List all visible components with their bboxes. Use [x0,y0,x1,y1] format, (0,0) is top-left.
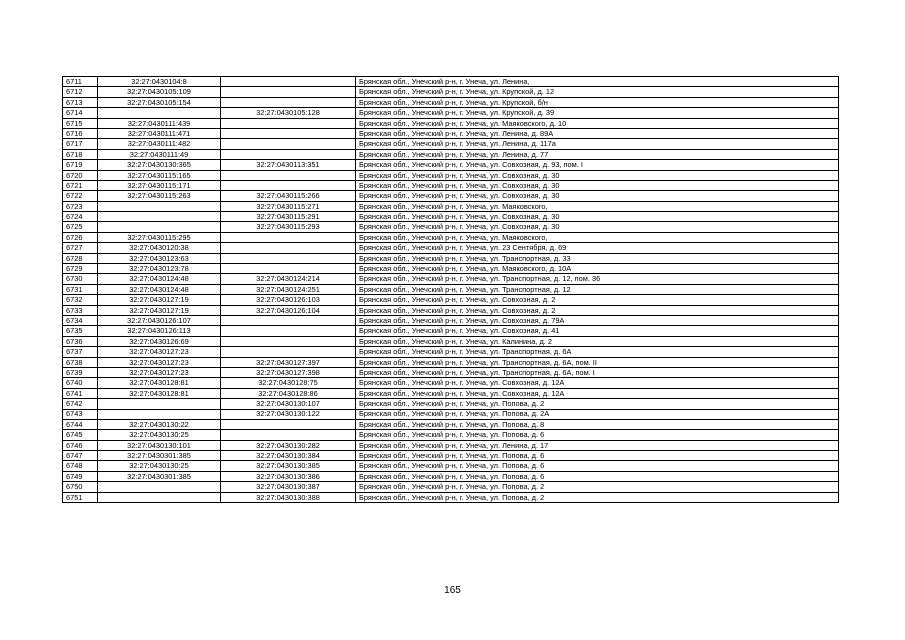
cadastral-number-cell: 32:27:0430111:482 [98,139,221,149]
secondary-cadastral-number-cell [221,149,356,159]
address-cell: Брянская обл., Унечский р-н, г. Унеча, ул. Транспортная, д. 6А, пом. I [356,367,839,377]
row-number-cell: 6717 [63,139,98,149]
table-row [63,451,839,461]
table-row [63,482,839,492]
address-cell: Брянская обл., Унечский р-н, г. Унеча, ул. Попова, д. 2 [356,482,839,492]
address-cell: Брянская обл., Унечский р-н, г. Унеча, ул. Совхозная, д. 93, пом. I [356,160,839,170]
secondary-cadastral-number-cell: 32:27:0430130:385 [221,461,356,471]
row-number-cell: 6749 [63,471,98,481]
row-number-cell: 6712 [63,87,98,97]
secondary-cadastral-number-cell [221,139,356,149]
table-row [63,347,839,357]
secondary-cadastral-number-cell: 32:27:0430130:387 [221,482,356,492]
address-cell: Брянская обл., Унечский р-н, г. Унеча, ул. Транспортная, д. 12 [356,284,839,294]
row-number-cell: 6731 [63,284,98,294]
secondary-cadastral-number-cell: 32:27:0430124:214 [221,274,356,284]
cadastral-number-cell: 32:27:0430111:439 [98,118,221,128]
table-row [63,149,839,159]
cadastral-number-cell: 32:27:0430120:38 [98,243,221,253]
address-cell: Брянская обл., Унечский р-н, г. Унеча, ул. Маяковского, [356,232,839,242]
secondary-cadastral-number-cell [221,419,356,429]
address-cell: Брянская обл., Унечский р-н, г. Унеча, ул. Маяковского, д. 10А [356,264,839,274]
cadastral-number-cell: 32:27:0430104:8 [98,77,221,87]
cadastral-number-cell: 32:27:0430128:81 [98,388,221,398]
row-number-cell: 6732 [63,295,98,305]
table-row [63,243,839,253]
cadastral-number-cell [98,482,221,492]
address-cell: Брянская обл., Унечский р-н, г. Унеча, ул. Попова, д. 8 [356,419,839,429]
table-row [63,399,839,409]
table-row [63,388,839,398]
page-number: 165 [444,585,461,596]
cadastral-number-cell [98,212,221,222]
table-row [63,180,839,190]
row-number-cell: 6711 [63,77,98,87]
address-cell: Брянская обл., Унечский р-н, г. Унеча, ул. Попова, д. 6 [356,471,839,481]
row-number-cell: 6716 [63,128,98,138]
address-cell: Брянская обл., Унечский р-н, г. Унеча, ул. Попова, д. 6 [356,451,839,461]
secondary-cadastral-number-cell [221,264,356,274]
secondary-cadastral-number-cell [221,336,356,346]
row-number-cell: 6724 [63,212,98,222]
cadastral-number-cell: 32:27:0430126:107 [98,315,221,325]
table-row [63,357,839,367]
address-cell: Брянская обл., Унечский р-н, г. Унеча, ул. Крупской, д. 12 [356,87,839,97]
address-cell: Брянская обл., Унечский р-н, г. Унеча, ул. Совхозная, д. 30 [356,180,839,190]
cadastral-number-cell: 32:27:0430126:113 [98,326,221,336]
row-number-cell: 6726 [63,232,98,242]
table-row [63,128,839,138]
row-number-cell: 6746 [63,440,98,450]
secondary-cadastral-number-cell: 32:27:0430130:122 [221,409,356,419]
table-row [63,440,839,450]
row-number-cell: 6743 [63,409,98,419]
address-cell: Брянская обл., Унечский р-н, г. Унеча, ул. Ленина, д. 89А [356,128,839,138]
address-cell: Брянская обл., Унечский р-н, г. Унеча, ул. Транспортная, д. 33 [356,253,839,263]
row-number-cell: 6733 [63,305,98,315]
secondary-cadastral-number-cell: 32:27:0430130:107 [221,399,356,409]
address-cell: Брянская обл., Унечский р-н, г. Унеча, ул. Совхозная, д. 12А [356,388,839,398]
secondary-cadastral-number-cell [221,253,356,263]
table-row [63,118,839,128]
table-row [63,274,839,284]
cadastral-number-cell: 32:27:0430301:385 [98,471,221,481]
row-number-cell: 6728 [63,253,98,263]
address-cell: Брянская обл., Унечский р-н, г. Унеча, ул. Ленина, д. 77 [356,149,839,159]
secondary-cadastral-number-cell: 32:27:0430115:271 [221,201,356,211]
cadastral-number-cell: 32:27:0430130:365 [98,160,221,170]
row-number-cell: 6727 [63,243,98,253]
address-cell: Брянская обл., Унечский р-н, г. Унеча, ул. Совхозная, д. 30 [356,222,839,232]
address-cell: Брянская обл., Унечский р-н, г. Унеча, ул. Попова, д. 6 [356,461,839,471]
secondary-cadastral-number-cell [221,232,356,242]
table-row [63,367,839,377]
address-cell: Брянская обл., Унечский р-н, г. Унеча, ул. Ленина, [356,77,839,87]
cadastral-number-cell [98,409,221,419]
row-number-cell: 6725 [63,222,98,232]
row-number-cell: 6720 [63,170,98,180]
cadastral-number-cell: 32:27:0430130:25 [98,430,221,440]
row-number-cell: 6745 [63,430,98,440]
secondary-cadastral-number-cell: 32:27:0430130:384 [221,451,356,461]
cadastral-number-cell: 32:27:0430124:48 [98,284,221,294]
row-number-cell: 6741 [63,388,98,398]
address-cell: Брянская обл., Унечский р-н, г. Унеча, ул. Маяковского, [356,201,839,211]
secondary-cadastral-number-cell: 32:27:0430115:293 [221,222,356,232]
secondary-cadastral-number-cell [221,243,356,253]
secondary-cadastral-number-cell: 32:27:0430127:397 [221,357,356,367]
row-number-cell: 6730 [63,274,98,284]
row-number-cell: 6729 [63,264,98,274]
table-row [63,305,839,315]
row-number-cell: 6751 [63,492,98,502]
secondary-cadastral-number-cell [221,170,356,180]
table-row [63,77,839,87]
cadastral-number-cell: 32:27:0430126:69 [98,336,221,346]
secondary-cadastral-number-cell [221,430,356,440]
address-cell: Брянская обл., Унечский р-н, г. Унеча, ул. Совхозная, д. 2 [356,295,839,305]
cadastral-number-cell: 32:27:0430127:19 [98,295,221,305]
address-cell: Брянская обл., Унечский р-н, г. Унеча, ул. Калинина, д. 2 [356,336,839,346]
table-row [63,315,839,325]
row-number-cell: 6750 [63,482,98,492]
table-row [63,97,839,107]
secondary-cadastral-number-cell: 32:27:0430126:104 [221,305,356,315]
table-row [63,295,839,305]
cadastral-number-cell: 32:27:0430128:81 [98,378,221,388]
address-cell: Брянская обл., Унечский р-н, г. Унеча, ул. Совхозная, д. 79А [356,315,839,325]
table-row [63,170,839,180]
address-cell: Брянская обл., Унечский р-н, г. Унеча, ул. Попова, д. 2 [356,399,839,409]
cadastral-number-cell: 32:27:0430115:263 [98,191,221,201]
secondary-cadastral-number-cell [221,118,356,128]
row-number-cell: 6737 [63,347,98,357]
row-number-cell: 6740 [63,378,98,388]
secondary-cadastral-number-cell: 32:27:0430126:103 [221,295,356,305]
row-number-cell: 6721 [63,180,98,190]
table-row [63,222,839,232]
secondary-cadastral-number-cell: 32:27:0430115:291 [221,212,356,222]
cadastral-number-cell: 32:27:0430115:295 [98,232,221,242]
table-row [63,461,839,471]
address-cell: Брянская обл., Унечский р-н, г. Унеча, ул. 23 Сентября, д. 69 [356,243,839,253]
row-number-cell: 6713 [63,97,98,107]
row-number-cell: 6739 [63,367,98,377]
row-number-cell: 6748 [63,461,98,471]
cadastral-number-cell: 32:27:0430123:63 [98,253,221,263]
row-number-cell: 6718 [63,149,98,159]
cadastral-number-cell: 32:27:0430130:22 [98,419,221,429]
row-number-cell: 6742 [63,399,98,409]
cadastral-number-cell [98,222,221,232]
cadastral-number-cell: 32:27:0430127:19 [98,305,221,315]
table-row [63,87,839,97]
secondary-cadastral-number-cell: 32:27:0430127:398 [221,367,356,377]
property-table [62,76,839,503]
secondary-cadastral-number-cell: 32:27:0430128:86 [221,388,356,398]
secondary-cadastral-number-cell: 32:27:0430130:388 [221,492,356,502]
row-number-cell: 6714 [63,108,98,118]
table-row [63,378,839,388]
property-table-body [63,77,839,503]
table-row [63,108,839,118]
address-cell: Брянская обл., Унечский р-н, г. Унеча, ул. Попова, д. 6 [356,430,839,440]
secondary-cadastral-number-cell: 32:27:0430115:266 [221,191,356,201]
cadastral-number-cell: 32:27:0430127:23 [98,367,221,377]
table-row [63,139,839,149]
address-cell: Брянская обл., Унечский р-н, г. Унеча, ул. Совхозная, д. 2 [356,305,839,315]
cadastral-number-cell: 32:27:0430111:49 [98,149,221,159]
table-row [63,471,839,481]
row-number-cell: 6723 [63,201,98,211]
address-cell: Брянская обл., Унечский р-н, г. Унеча, ул. Совхозная, д. 12А [356,378,839,388]
cadastral-number-cell: 32:27:0430130:25 [98,461,221,471]
cadastral-number-cell [98,108,221,118]
table-row [63,336,839,346]
cadastral-number-cell: 32:27:0430111:471 [98,128,221,138]
secondary-cadastral-number-cell: 32:27:0430105:128 [221,108,356,118]
cadastral-number-cell: 32:27:0430130:101 [98,440,221,450]
row-number-cell: 6715 [63,118,98,128]
secondary-cadastral-number-cell: 32:27:0430128:75 [221,378,356,388]
table-row [63,191,839,201]
table-row [63,232,839,242]
secondary-cadastral-number-cell: 32:27:0430124:251 [221,284,356,294]
address-cell: Брянская обл., Унечский р-н, г. Унеча, ул. Совхозная, д. 41 [356,326,839,336]
row-number-cell: 6722 [63,191,98,201]
table-row [63,212,839,222]
cadastral-number-cell: 32:27:0430115:165 [98,170,221,180]
row-number-cell: 6744 [63,419,98,429]
address-cell: Брянская обл., Унечский р-н, г. Унеча, ул. Маяковского, д. 10 [356,118,839,128]
address-cell: Брянская обл., Унечский р-н, г. Унеча, ул. Ленина, д. 17 [356,440,839,450]
table-row [63,160,839,170]
secondary-cadastral-number-cell [221,77,356,87]
cadastral-number-cell: 32:27:0430127:23 [98,347,221,357]
address-cell: Брянская обл., Унечский р-н, г. Унеча, ул. Совхозная, д. 30 [356,212,839,222]
cadastral-number-cell [98,492,221,502]
secondary-cadastral-number-cell: 32:27:0430113:351 [221,160,356,170]
secondary-cadastral-number-cell [221,347,356,357]
address-cell: Брянская обл., Унечский р-н, г. Унеча, ул. Совхозная, д. 30 [356,191,839,201]
address-cell: Брянская обл., Унечский р-н, г. Унеча, ул. Транспортная, д. 6А, пом. II [356,357,839,367]
table-row [63,409,839,419]
address-cell: Брянская обл., Унечский р-н, г. Унеча, ул. Попова, д. 2А [356,409,839,419]
address-cell: Брянская обл., Унечский р-н, г. Унеча, ул. Попова, д. 2 [356,492,839,502]
table-row [63,284,839,294]
address-cell: Брянская обл., Унечский р-н, г. Унеча, ул. Совхозная, д. 30 [356,170,839,180]
secondary-cadastral-number-cell [221,180,356,190]
row-number-cell: 6736 [63,336,98,346]
table-row [63,201,839,211]
row-number-cell: 6734 [63,315,98,325]
cadastral-number-cell: 32:27:0430127:23 [98,357,221,367]
table-row [63,326,839,336]
table-row [63,419,839,429]
cadastral-number-cell [98,399,221,409]
row-number-cell: 6747 [63,451,98,461]
cadastral-number-cell: 32:27:0430105:109 [98,87,221,97]
secondary-cadastral-number-cell [221,97,356,107]
address-cell: Брянская обл., Унечский р-н, г. Унеча, ул. Транспортная, д. 6А [356,347,839,357]
secondary-cadastral-number-cell: 32:27:0430130:386 [221,471,356,481]
row-number-cell: 6735 [63,326,98,336]
table-row [63,264,839,274]
secondary-cadastral-number-cell [221,315,356,325]
cadastral-number-cell: 32:27:0430123:78 [98,264,221,274]
address-cell: Брянская обл., Унечский р-н, г. Унеча, ул. Ленина, д. 117а [356,139,839,149]
cadastral-number-cell [98,201,221,211]
cadastral-number-cell: 32:27:0430301:385 [98,451,221,461]
address-cell: Брянская обл., Унечский р-н, г. Унеча, ул. Крупской, д. 39 [356,108,839,118]
secondary-cadastral-number-cell [221,87,356,97]
secondary-cadastral-number-cell [221,326,356,336]
address-cell: Брянская обл., Унечский р-н, г. Унеча, ул. Транспортная, д. 12, пом. 36 [356,274,839,284]
cadastral-number-cell: 32:27:0430124:48 [98,274,221,284]
cadastral-number-cell: 32:27:0430105:154 [98,97,221,107]
secondary-cadastral-number-cell [221,128,356,138]
table-row [63,430,839,440]
table-row [63,492,839,502]
table-row [63,253,839,263]
cadastral-number-cell: 32:27:0430115:171 [98,180,221,190]
row-number-cell: 6738 [63,357,98,367]
secondary-cadastral-number-cell: 32:27:0430130:282 [221,440,356,450]
row-number-cell: 6719 [63,160,98,170]
address-cell: Брянская обл., Унечский р-н, г. Унеча, ул. Крупской, б/н [356,97,839,107]
